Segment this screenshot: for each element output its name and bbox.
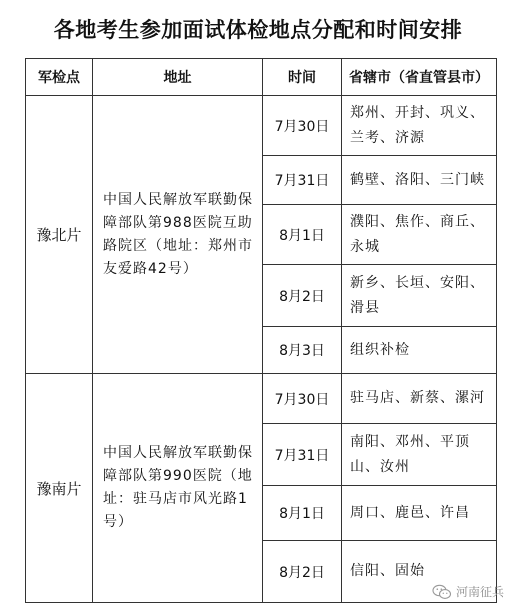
table-row	[26, 374, 497, 424]
time-cell: 8月1日	[263, 205, 342, 265]
time-cell: 8月3日	[263, 327, 342, 374]
cities-cell: 鹤壁、洛阳、三门峡	[342, 156, 497, 205]
wechat-icon	[432, 584, 452, 600]
cities-cell: 南阳、邓州、平顶山、汝州	[342, 424, 497, 486]
watermark-text: 河南征兵	[455, 585, 504, 599]
address-cell: 中国人民解放军联勤保障部队第990医院（地址：驻马店市风光路1号）	[93, 374, 263, 603]
watermark	[432, 583, 504, 600]
time-cell: 7月31日	[263, 424, 342, 486]
header-row	[26, 59, 497, 96]
cities-cell: 信阳、固始	[342, 541, 497, 603]
time-cell: 8月2日	[263, 541, 342, 603]
region-cell: 豫南片	[26, 374, 93, 603]
cities-cell: 郑州、开封、巩义、兰考、济源	[342, 96, 497, 156]
cities-cell: 周口、鹿邑、许昌	[342, 486, 497, 541]
header-address: 地址	[93, 59, 263, 96]
time-cell: 8月2日	[263, 265, 342, 327]
header-time: 时间	[263, 59, 342, 96]
header-military-checkpoint: 军检点	[26, 59, 93, 96]
cities-cell: 组织补检	[342, 327, 497, 374]
schedule-table	[25, 58, 497, 603]
time-cell: 8月1日	[263, 486, 342, 541]
cities-cell: 濮阳、焦作、商丘、永城	[342, 205, 497, 265]
time-cell: 7月30日	[263, 374, 342, 424]
cities-cell: 新乡、长垣、安阳、滑县	[342, 265, 497, 327]
cities-cell: 驻马店、新蔡、漯河	[342, 374, 497, 424]
time-cell: 7月30日	[263, 96, 342, 156]
time-cell: 7月31日	[263, 156, 342, 205]
table-row	[26, 96, 497, 156]
region-cell: 豫北片	[26, 96, 93, 374]
document-title: 各地考生参加面试体检地点分配和时间安排	[53, 17, 463, 42]
address-cell: 中国人民解放军联勤保障部队第988医院互助路院区（地址：郑州市友爱路42号）	[93, 96, 263, 374]
header-cities: 省辖市（省直管县市）	[342, 59, 497, 96]
